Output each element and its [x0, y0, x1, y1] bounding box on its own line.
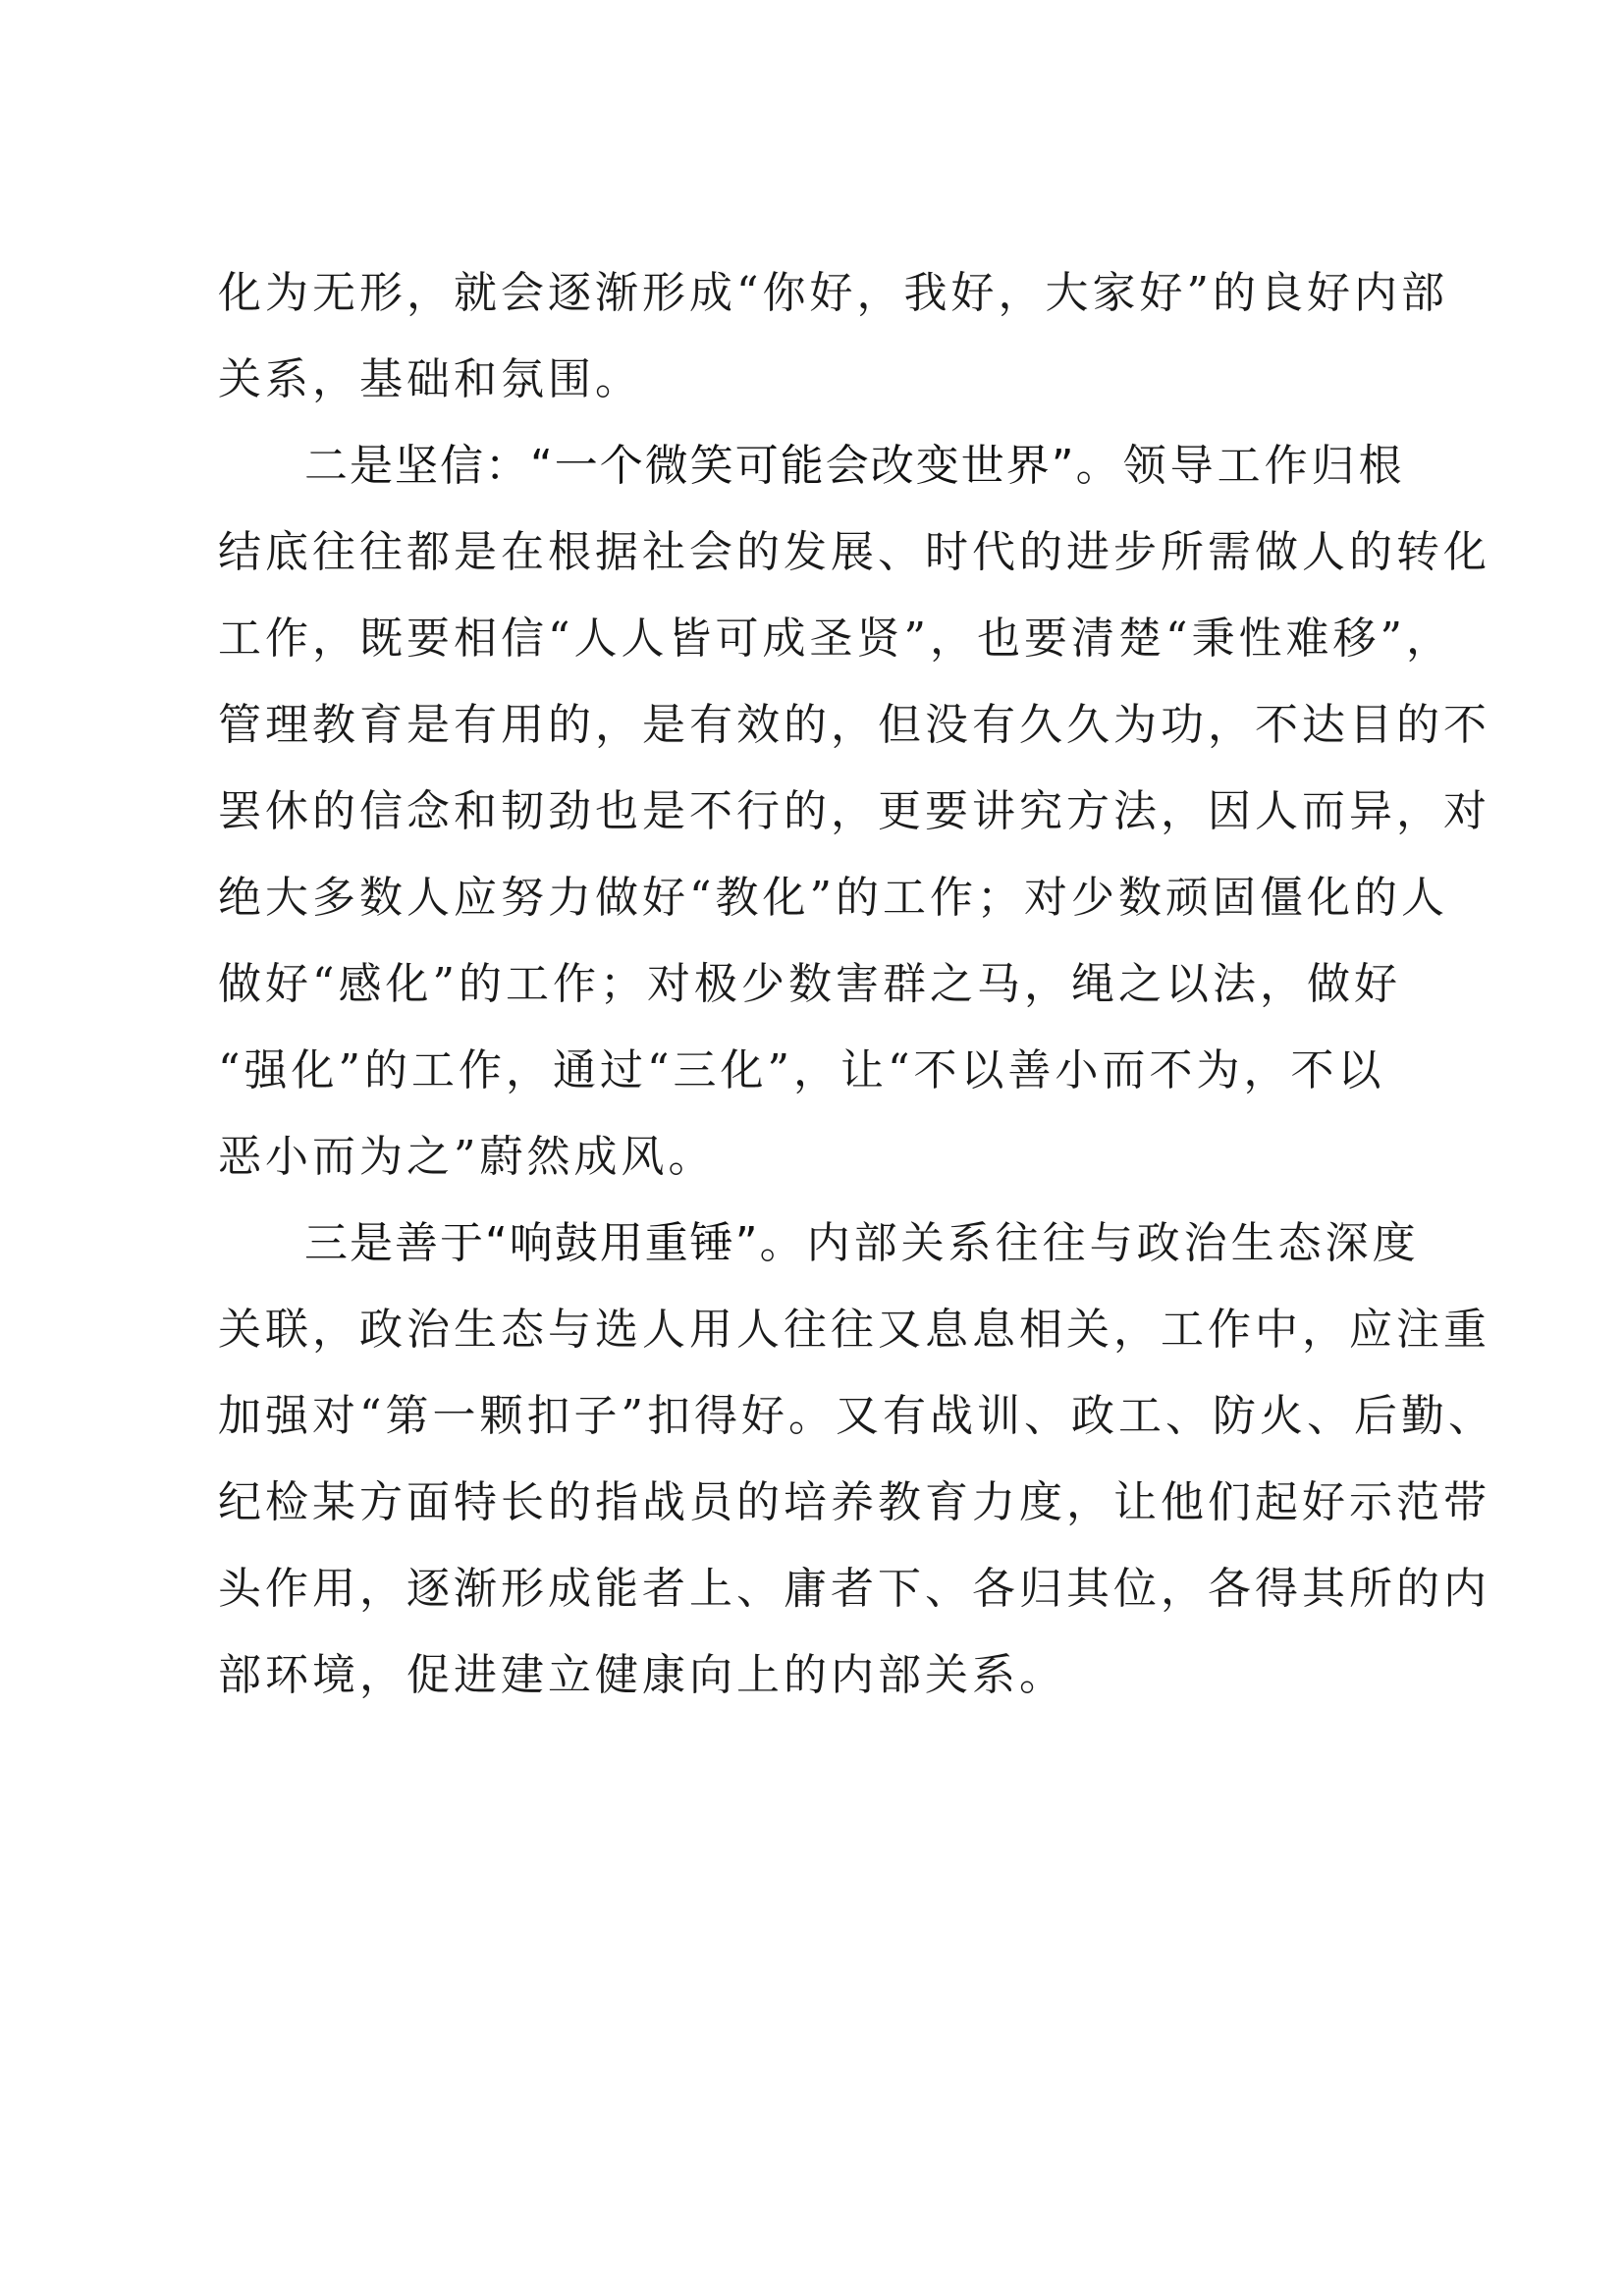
paragraph-2-line-6: 绝大多数人应努力做好“教化”的工作；对少数顽固僵化的人 — [218, 873, 1448, 923]
paragraph-3-line-5: 头作用，逐渐形成能者上、庸者下、各归其位，各得其所的内 — [218, 1564, 1490, 1614]
paragraph-3-first-line-text: 。内部关系往往与政治生态深度 — [759, 1218, 1420, 1268]
paragraph-3-line-3: 加强对“第一颗扣子”扣得好。又有战训、政工、防火、后勤、 — [218, 1391, 1495, 1441]
paragraph-2-line-3: 工作，既要相信“人人皆可成圣贤”，也要清楚“秉性难移”， — [218, 614, 1453, 664]
paragraph-3-line-1 — [218, 1201, 1420, 1287]
paragraph-2-heading: 二是坚信：“一个微笑可能会改变世界” — [304, 441, 1076, 491]
document-body — [218, 250, 1495, 1719]
paragraph-2-line-2: 结底往往都是在根据社会的发展、时代的进步所需做人的转化 — [218, 527, 1490, 577]
paragraph-3-heading: 三是善于“响鼓用重锤” — [304, 1218, 760, 1268]
paragraph-1-line-1: 化为无形，就会逐渐形成“你好，我好，大家好”的良好内部 — [218, 268, 1448, 318]
paragraph-2-line-1 — [218, 423, 1416, 509]
paragraph-2-line-4: 管理教育是有用的，是有效的，但没有久久为功，不达目的不 — [218, 700, 1490, 750]
paragraph-2-line-8: “强化”的工作，通过“三化”，让“不以善小而不为，不以 — [218, 1045, 1385, 1095]
paragraph-2-first-line-text: 。领导工作归根 — [1075, 441, 1406, 491]
paragraph-3-line-6: 部环境，促进建立健康向上的内部关系。 — [218, 1650, 1066, 1700]
paragraph-2-line-7: 做好“感化”的工作；对极少数害群之马，绳之以法，做好 — [218, 959, 1401, 1009]
paragraph-2-line-9: 恶小而为之”蔚然成风。 — [218, 1132, 716, 1182]
paragraph-3-line-2: 关联，政治生态与选人用人往往又息息相关，工作中，应注重 — [218, 1305, 1490, 1355]
paragraph-3-line-4: 纪检某方面特长的指战员的培养教育力度，让他们起好示范带 — [218, 1477, 1490, 1527]
paragraph-2-line-5: 罢休的信念和韧劲也是不行的，更要讲究方法，因人而异，对 — [218, 786, 1490, 836]
paragraph-1-line-2: 关系，基础和氛围。 — [218, 354, 642, 404]
